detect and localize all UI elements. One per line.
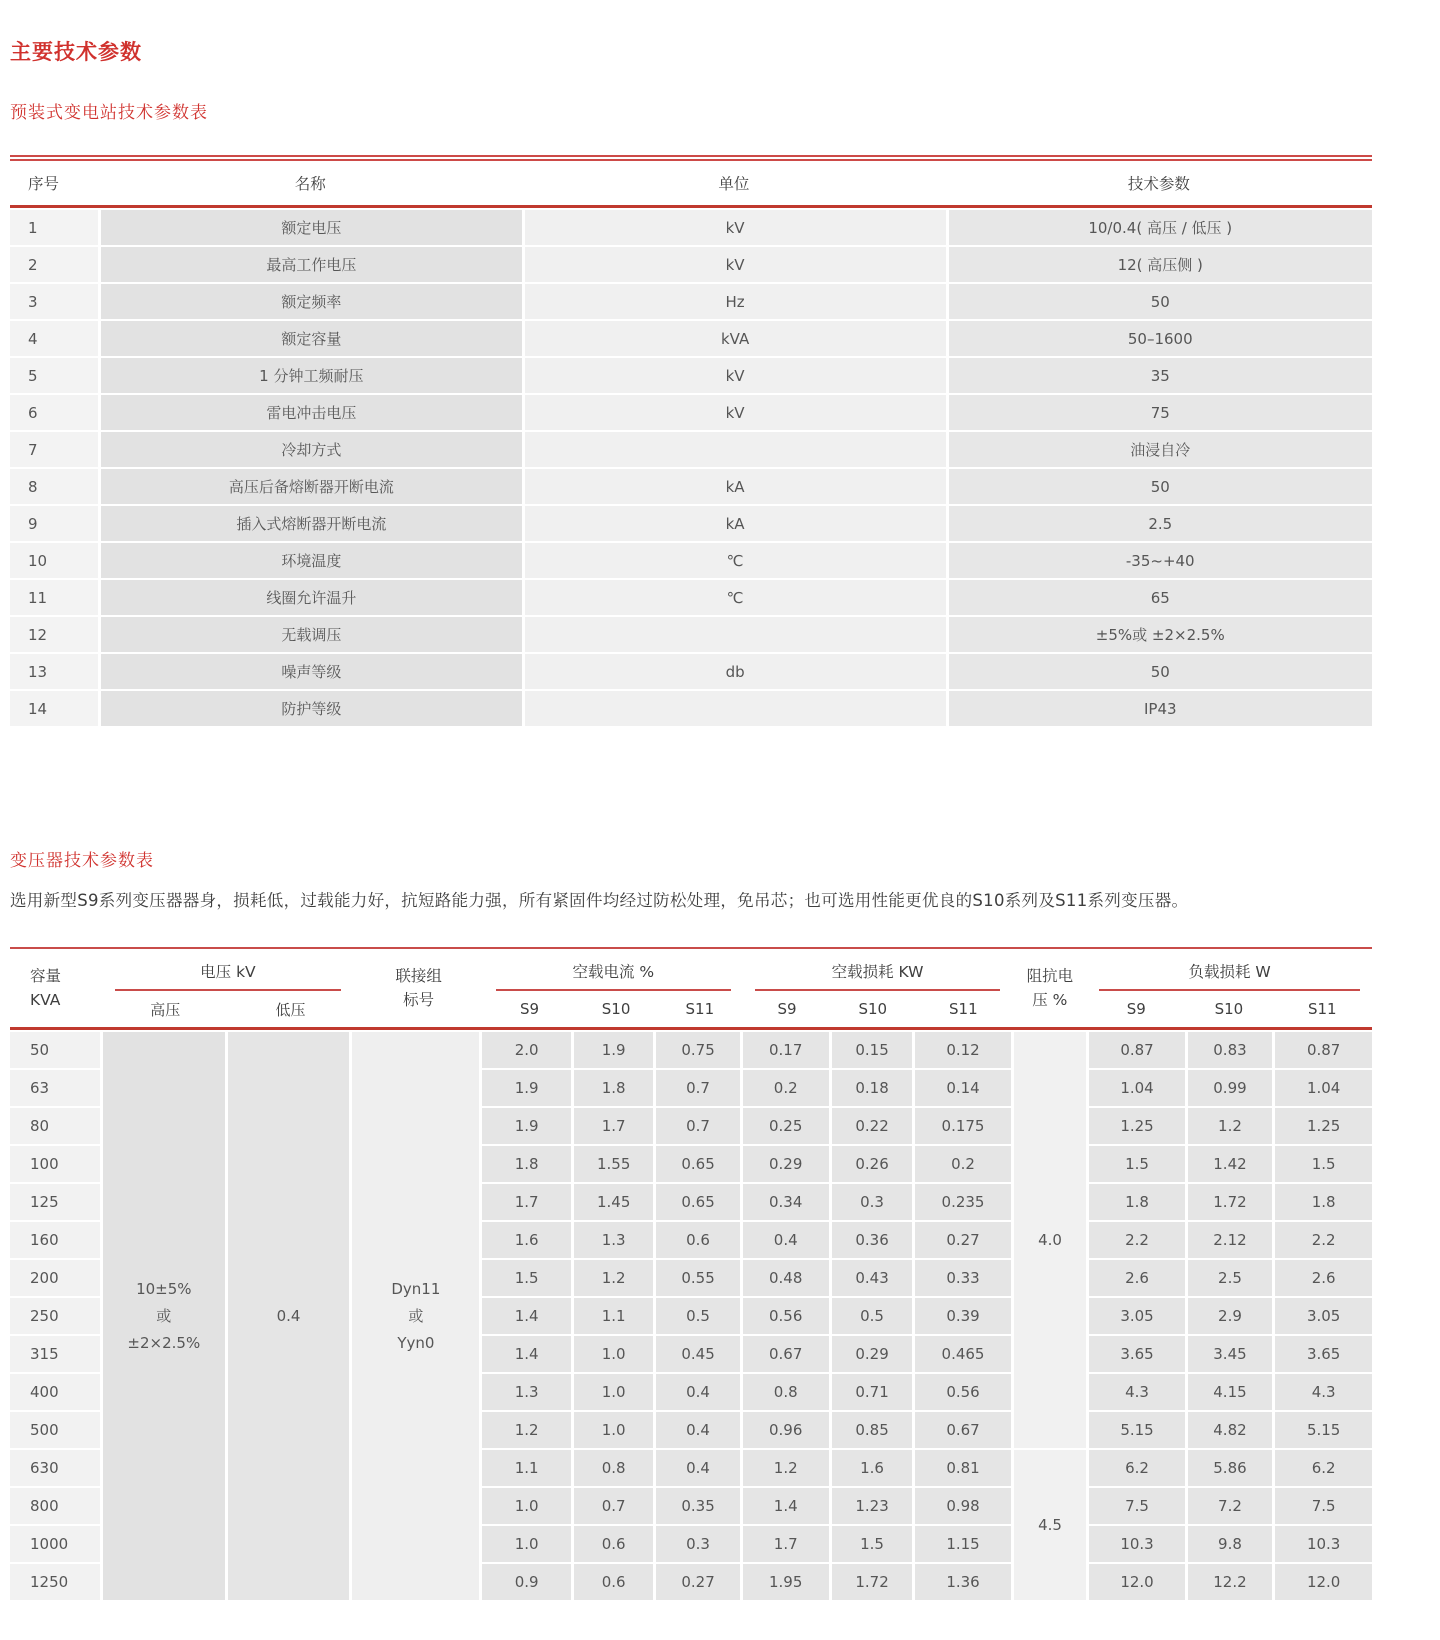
- subcolumn-header-lv: 低压: [275, 1000, 306, 1019]
- no-load-current-cell: 0.8: [574, 1450, 653, 1486]
- transformer-group-header-row: [10, 949, 1372, 991]
- no-load-loss-cell: 0.33: [915, 1260, 1010, 1296]
- substation-cell: 50: [949, 469, 1373, 504]
- substation-table-body: [7, 208, 1375, 728]
- substation-cell: 无载调压: [101, 617, 522, 652]
- no-load-loss-cell: 0.39: [915, 1298, 1010, 1334]
- load-loss-cell: 6.2: [1275, 1450, 1372, 1486]
- column-header-params: 技术参数: [1127, 175, 1190, 193]
- load-loss-cell: 1.42: [1188, 1146, 1273, 1182]
- column-header-unit: 单位: [718, 175, 750, 193]
- substation-cell: [525, 691, 946, 726]
- substation-cell: 11: [10, 580, 98, 615]
- capacity-cell: 800: [10, 1488, 100, 1524]
- column-header-index: 序号: [28, 175, 60, 193]
- vector-group-cell: Dyn11 或 Yyn0: [352, 1032, 479, 1600]
- no-load-current-cell: 1.8: [574, 1070, 653, 1106]
- no-load-current-cell: 1.4: [482, 1298, 571, 1334]
- substation-row: [10, 395, 1372, 430]
- capacity-cell: 100: [10, 1146, 100, 1182]
- substation-cell: 2.5: [949, 506, 1373, 541]
- subcolumn-header-s9: S9: [777, 1000, 797, 1018]
- load-loss-cell: 3.65: [1089, 1336, 1184, 1372]
- no-load-loss-cell: 0.29: [832, 1336, 913, 1372]
- no-load-current-cell: 1.9: [482, 1108, 571, 1144]
- capacity-cell: 125: [10, 1184, 100, 1220]
- no-load-current-cell: 1.8: [482, 1146, 571, 1182]
- no-load-loss-cell: 1.72: [832, 1564, 913, 1600]
- load-loss-cell: 7.2: [1188, 1488, 1273, 1524]
- substation-table: [10, 155, 1372, 728]
- no-load-current-cell: 0.4: [656, 1412, 739, 1448]
- subcolumn-header-s11: S11: [949, 1000, 978, 1018]
- no-load-current-cell: 1.1: [574, 1298, 653, 1334]
- substation-row: [10, 321, 1372, 356]
- substation-cell: 50: [949, 284, 1373, 319]
- substation-row: [10, 247, 1372, 282]
- substation-row: [10, 284, 1372, 319]
- subcolumn-header-s10: S10: [858, 1000, 888, 1018]
- substation-cell: kA: [525, 506, 946, 541]
- substation-cell: kV: [525, 395, 946, 430]
- voltage-group-header: 电压 kV: [103, 949, 354, 991]
- no-load-loss-cell: 0.27: [915, 1222, 1010, 1258]
- substation-cell: 额定容量: [101, 321, 522, 356]
- load-loss-cell: 1.25: [1275, 1108, 1372, 1144]
- no-load-current-cell: 2.0: [482, 1032, 571, 1068]
- no-load-current-group-header: 空载电流 %: [484, 949, 743, 991]
- no-load-current-cell: 0.65: [656, 1184, 739, 1220]
- substation-cell: 50: [949, 654, 1373, 689]
- no-load-loss-cell: 1.23: [832, 1488, 913, 1524]
- no-load-loss-cell: 0.22: [832, 1108, 913, 1144]
- load-loss-cell: 10.3: [1275, 1526, 1372, 1562]
- substation-table-title: 预装式变电站技术参数表: [10, 103, 208, 123]
- substation-cell: 50–1600: [949, 321, 1373, 356]
- substation-cell: 防护等级: [101, 691, 522, 726]
- substation-cell: ±5%或 ±2×2.5%: [949, 617, 1373, 652]
- no-load-loss-cell: 0.18: [832, 1070, 913, 1106]
- no-load-loss-cell: 0.15: [832, 1032, 913, 1068]
- no-load-loss-cell: 0.29: [743, 1146, 829, 1182]
- substation-cell: -35~+40: [949, 543, 1373, 578]
- no-load-current-cell: 0.65: [656, 1146, 739, 1182]
- load-loss-cell: 5.86: [1188, 1450, 1273, 1486]
- no-load-loss-cell: 0.67: [915, 1412, 1010, 1448]
- load-loss-group-header: 负载损耗 W: [1087, 949, 1372, 991]
- no-load-current-cell: 1.0: [482, 1526, 571, 1562]
- subcolumn-header-hv: 高压: [150, 1000, 181, 1019]
- substation-cell: [525, 617, 946, 652]
- load-loss-cell: 7.5: [1275, 1488, 1372, 1524]
- no-load-loss-cell: 1.15: [915, 1526, 1010, 1562]
- no-load-current-cell: 1.2: [482, 1412, 571, 1448]
- no-load-loss-cell: 0.17: [743, 1032, 829, 1068]
- no-load-current-cell: 0.9: [482, 1564, 571, 1600]
- substation-cell: 10/0.4( 高压 / 低压 ): [949, 210, 1373, 245]
- no-load-loss-cell: 0.34: [743, 1184, 829, 1220]
- no-load-current-cell: 1.7: [574, 1108, 653, 1144]
- capacity-cell: 160: [10, 1222, 100, 1258]
- load-loss-cell: 5.15: [1089, 1412, 1184, 1448]
- load-loss-cell: 4.82: [1188, 1412, 1273, 1448]
- no-load-loss-cell: 0.85: [832, 1412, 913, 1448]
- subcolumn-header-s9: S9: [520, 1000, 540, 1018]
- subcolumn-header-s10: S10: [601, 1000, 631, 1018]
- substation-cell: 10: [10, 543, 98, 578]
- load-loss-cell: 5.15: [1275, 1412, 1372, 1448]
- load-loss-cell: 1.5: [1275, 1146, 1372, 1182]
- load-loss-cell: 3.45: [1188, 1336, 1273, 1372]
- no-load-loss-cell: 0.56: [915, 1374, 1010, 1410]
- substation-cell: 最高工作电压: [101, 247, 522, 282]
- load-loss-cell: 12.0: [1089, 1564, 1184, 1600]
- substation-cell: ℃: [525, 543, 946, 578]
- substation-cell: 油浸自冷: [949, 432, 1373, 467]
- no-load-loss-cell: 0.4: [743, 1222, 829, 1258]
- no-load-current-cell: 1.1: [482, 1450, 571, 1486]
- load-loss-cell: 2.2: [1089, 1222, 1184, 1258]
- no-load-loss-cell: 0.36: [832, 1222, 913, 1258]
- no-load-loss-cell: 0.235: [915, 1184, 1010, 1220]
- load-loss-cell: 2.6: [1089, 1260, 1184, 1296]
- no-load-current-cell: 1.55: [574, 1146, 653, 1182]
- load-loss-cell: 12.0: [1275, 1564, 1372, 1600]
- no-load-current-cell: 0.7: [656, 1070, 739, 1106]
- transformer-table-header: [10, 947, 1372, 1030]
- column-header-name: 名称: [294, 175, 326, 193]
- load-loss-cell: 3.65: [1275, 1336, 1372, 1372]
- capacity-cell: 200: [10, 1260, 100, 1296]
- load-loss-cell: 1.2: [1188, 1108, 1273, 1144]
- substation-row: [10, 210, 1372, 245]
- no-load-current-cell: 0.27: [656, 1564, 739, 1600]
- substation-cell: 12: [10, 617, 98, 652]
- capacity-header-line2: KVA: [30, 991, 61, 1009]
- no-load-current-cell: 0.4: [656, 1450, 739, 1486]
- substation-cell: 5: [10, 358, 98, 393]
- load-loss-cell: 1.04: [1089, 1070, 1184, 1106]
- low-voltage-cell: 0.4: [228, 1032, 350, 1600]
- subcolumn-header-s10: S10: [1214, 1000, 1244, 1018]
- load-loss-cell: 2.6: [1275, 1260, 1372, 1296]
- load-loss-cell: 10.3: [1089, 1526, 1184, 1562]
- load-loss-cell: 3.05: [1275, 1298, 1372, 1334]
- no-load-loss-cell: 0.56: [743, 1298, 829, 1334]
- no-load-loss-cell: 0.81: [915, 1450, 1010, 1486]
- substation-cell: kV: [525, 247, 946, 282]
- substation-cell: db: [525, 654, 946, 689]
- load-loss-cell: 2.2: [1275, 1222, 1372, 1258]
- load-loss-cell: 2.9: [1188, 1298, 1273, 1334]
- transformer-table: [10, 947, 1372, 1602]
- load-loss-cell: 0.87: [1089, 1032, 1184, 1068]
- load-loss-cell: 4.3: [1089, 1374, 1184, 1410]
- substation-cell: 插入式熔断器开断电流: [101, 506, 522, 541]
- substation-cell: 冷却方式: [101, 432, 522, 467]
- no-load-loss-cell: 0.67: [743, 1336, 829, 1372]
- substation-cell: 噪声等级: [101, 654, 522, 689]
- high-voltage-cell: 10±5% 或 ±2×2.5%: [103, 1032, 225, 1600]
- no-load-loss-cell: 1.36: [915, 1564, 1010, 1600]
- substation-cell: [525, 432, 946, 467]
- no-load-current-cell: 0.7: [574, 1488, 653, 1524]
- no-load-current-cell: 0.6: [574, 1564, 653, 1600]
- no-load-loss-cell: 0.465: [915, 1336, 1010, 1372]
- no-load-loss-cell: 0.175: [915, 1108, 1010, 1144]
- page-title: 主要技术参数: [10, 40, 142, 64]
- capacity-cell: 400: [10, 1374, 100, 1410]
- substation-row: [10, 506, 1372, 541]
- load-loss-cell: 12.2: [1188, 1564, 1273, 1600]
- substation-cell: ℃: [525, 580, 946, 615]
- capacity-cell: 63: [10, 1070, 100, 1106]
- no-load-current-cell: 1.4: [482, 1336, 571, 1372]
- subcolumn-header-s11: S11: [1307, 1000, 1337, 1018]
- no-load-current-cell: 1.0: [574, 1336, 653, 1372]
- substation-cell: 1: [10, 210, 98, 245]
- no-load-loss-cell: 1.95: [743, 1564, 829, 1600]
- no-load-loss-cell: 0.14: [915, 1070, 1010, 1106]
- load-loss-cell: 3.05: [1089, 1298, 1184, 1334]
- substation-table-header: [10, 161, 1372, 208]
- substation-cell: IP43: [949, 691, 1373, 726]
- substation-cell: 1 分钟工频耐压: [101, 358, 522, 393]
- substation-cell: 额定电压: [101, 210, 522, 245]
- load-loss-cell: 0.99: [1188, 1070, 1273, 1106]
- substation-cell: 35: [949, 358, 1373, 393]
- no-load-current-cell: 0.6: [574, 1526, 653, 1562]
- transformer-description: 选用新型S9系列变压器器身，损耗低，过载能力好，抗短路能力强，所有紧固件均经过防松处理，免吊芯；也可选用性能更优良的S10系列及S11系列变压器。: [10, 891, 1189, 910]
- substation-cell: 8: [10, 469, 98, 504]
- substation-row: [10, 358, 1372, 393]
- substation-cell: kA: [525, 469, 946, 504]
- capacity-cell: 315: [10, 1336, 100, 1372]
- load-loss-cell: 6.2: [1089, 1450, 1184, 1486]
- transformer-table-title: 变压器技术参数表: [10, 851, 154, 871]
- substation-cell: kVA: [525, 321, 946, 356]
- load-loss-cell: 9.8: [1188, 1526, 1273, 1562]
- impedance-header: 阻抗电 压 %: [1026, 967, 1074, 1009]
- no-load-current-cell: 1.2: [574, 1260, 653, 1296]
- no-load-loss-cell: 0.26: [832, 1146, 913, 1182]
- no-load-loss-cell: 1.5: [832, 1526, 913, 1562]
- substation-cell: kV: [525, 358, 946, 393]
- load-loss-cell: 7.5: [1089, 1488, 1184, 1524]
- no-load-loss-cell: 1.7: [743, 1526, 829, 1562]
- no-load-loss-cell: 0.71: [832, 1374, 913, 1410]
- substation-row: [10, 432, 1372, 467]
- no-load-loss-cell: 0.2: [915, 1146, 1010, 1182]
- transformer-table-body: [7, 1030, 1375, 1602]
- no-load-loss-cell: 0.25: [743, 1108, 829, 1144]
- substation-cell: 7: [10, 432, 98, 467]
- no-load-loss-cell: 1.6: [832, 1450, 913, 1486]
- substation-cell: Hz: [525, 284, 946, 319]
- capacity-cell: 1000: [10, 1526, 100, 1562]
- load-loss-cell: 1.5: [1089, 1146, 1184, 1182]
- substation-cell: 13: [10, 654, 98, 689]
- no-load-loss-cell: 0.43: [832, 1260, 913, 1296]
- no-load-current-cell: 0.5: [656, 1298, 739, 1334]
- substation-cell: 雷电冲击电压: [101, 395, 522, 430]
- no-load-current-cell: 0.4: [656, 1374, 739, 1410]
- load-loss-cell: 4.3: [1275, 1374, 1372, 1410]
- subcolumn-header-s11: S11: [685, 1000, 715, 1018]
- no-load-current-cell: 0.6: [656, 1222, 739, 1258]
- substation-row: [10, 617, 1372, 652]
- no-load-loss-cell: 0.3: [832, 1184, 913, 1220]
- transformer-sub-header-row: [10, 991, 1372, 1027]
- substation-cell: 65: [949, 580, 1373, 615]
- transformer-row: [10, 1032, 1372, 1068]
- no-load-current-cell: 1.9: [574, 1032, 653, 1068]
- load-loss-cell: 1.8: [1275, 1184, 1372, 1220]
- load-loss-cell: 4.15: [1188, 1374, 1273, 1410]
- no-load-current-cell: 1.9: [482, 1070, 571, 1106]
- no-load-current-cell: 0.3: [656, 1526, 739, 1562]
- capacity-cell: 1250: [10, 1564, 100, 1600]
- capacity-header-line1: 容量: [30, 967, 62, 985]
- load-loss-cell: 0.83: [1188, 1032, 1273, 1068]
- no-load-current-cell: 0.55: [656, 1260, 739, 1296]
- no-load-current-cell: 1.3: [482, 1374, 571, 1410]
- substation-cell: 3: [10, 284, 98, 319]
- substation-cell: 75: [949, 395, 1373, 430]
- no-load-current-cell: 0.35: [656, 1488, 739, 1524]
- no-load-loss-cell: 0.5: [832, 1298, 913, 1334]
- capacity-cell: 250: [10, 1298, 100, 1334]
- capacity-cell: 500: [10, 1412, 100, 1448]
- load-loss-cell: 1.04: [1275, 1070, 1372, 1106]
- substation-cell: 2: [10, 247, 98, 282]
- no-load-current-cell: 1.7: [482, 1184, 571, 1220]
- substation-cell: 4: [10, 321, 98, 356]
- load-loss-cell: 1.25: [1089, 1108, 1184, 1144]
- vector-group-header: 联接组 标号: [395, 967, 442, 1009]
- no-load-current-cell: 1.3: [574, 1222, 653, 1258]
- capacity-cell: 50: [10, 1032, 100, 1068]
- no-load-loss-cell: 0.96: [743, 1412, 829, 1448]
- substation-cell: 线圈允许温升: [101, 580, 522, 615]
- substation-header-row: [10, 161, 1372, 205]
- no-load-current-cell: 0.45: [656, 1336, 739, 1372]
- no-load-loss-cell: 0.8: [743, 1374, 829, 1410]
- impedance-cell: 4.5: [1014, 1450, 1087, 1600]
- no-load-loss-cell: 0.98: [915, 1488, 1010, 1524]
- no-load-loss-group-header: 空载损耗 KW: [743, 949, 1013, 991]
- no-load-current-cell: 1.0: [482, 1488, 571, 1524]
- substation-cell: 14: [10, 691, 98, 726]
- no-load-loss-cell: 0.2: [743, 1070, 829, 1106]
- load-loss-cell: 0.87: [1275, 1032, 1372, 1068]
- substation-row: [10, 469, 1372, 504]
- capacity-cell: 630: [10, 1450, 100, 1486]
- no-load-loss-cell: 0.12: [915, 1032, 1010, 1068]
- load-loss-cell: 2.5: [1188, 1260, 1273, 1296]
- load-loss-cell: 1.8: [1089, 1184, 1184, 1220]
- load-loss-cell: 2.12: [1188, 1222, 1273, 1258]
- substation-cell: 12( 高压侧 ): [949, 247, 1373, 282]
- capacity-header: [10, 949, 103, 1027]
- no-load-loss-cell: 1.4: [743, 1488, 829, 1524]
- substation-cell: 环境温度: [101, 543, 522, 578]
- substation-row: [10, 691, 1372, 726]
- substation-cell: 6: [10, 395, 98, 430]
- substation-row: [10, 580, 1372, 615]
- no-load-current-cell: 1.5: [482, 1260, 571, 1296]
- no-load-loss-cell: 1.2: [743, 1450, 829, 1486]
- no-load-current-cell: 1.0: [574, 1374, 653, 1410]
- substation-cell: 9: [10, 506, 98, 541]
- substation-cell: kV: [525, 210, 946, 245]
- impedance-cell: 4.0: [1014, 1032, 1087, 1448]
- load-loss-cell: 1.72: [1188, 1184, 1273, 1220]
- substation-cell: 额定频率: [101, 284, 522, 319]
- no-load-current-cell: 1.6: [482, 1222, 571, 1258]
- no-load-current-cell: 0.7: [656, 1108, 739, 1144]
- capacity-cell: 80: [10, 1108, 100, 1144]
- subcolumn-header-s9: S9: [1126, 1000, 1146, 1018]
- no-load-current-cell: 1.0: [574, 1412, 653, 1448]
- no-load-current-cell: 1.45: [574, 1184, 653, 1220]
- no-load-loss-cell: 0.48: [743, 1260, 829, 1296]
- substation-row: [10, 654, 1372, 689]
- no-load-current-cell: 0.75: [656, 1032, 739, 1068]
- substation-cell: 高压后备熔断器开断电流: [101, 469, 522, 504]
- substation-row: [10, 543, 1372, 578]
